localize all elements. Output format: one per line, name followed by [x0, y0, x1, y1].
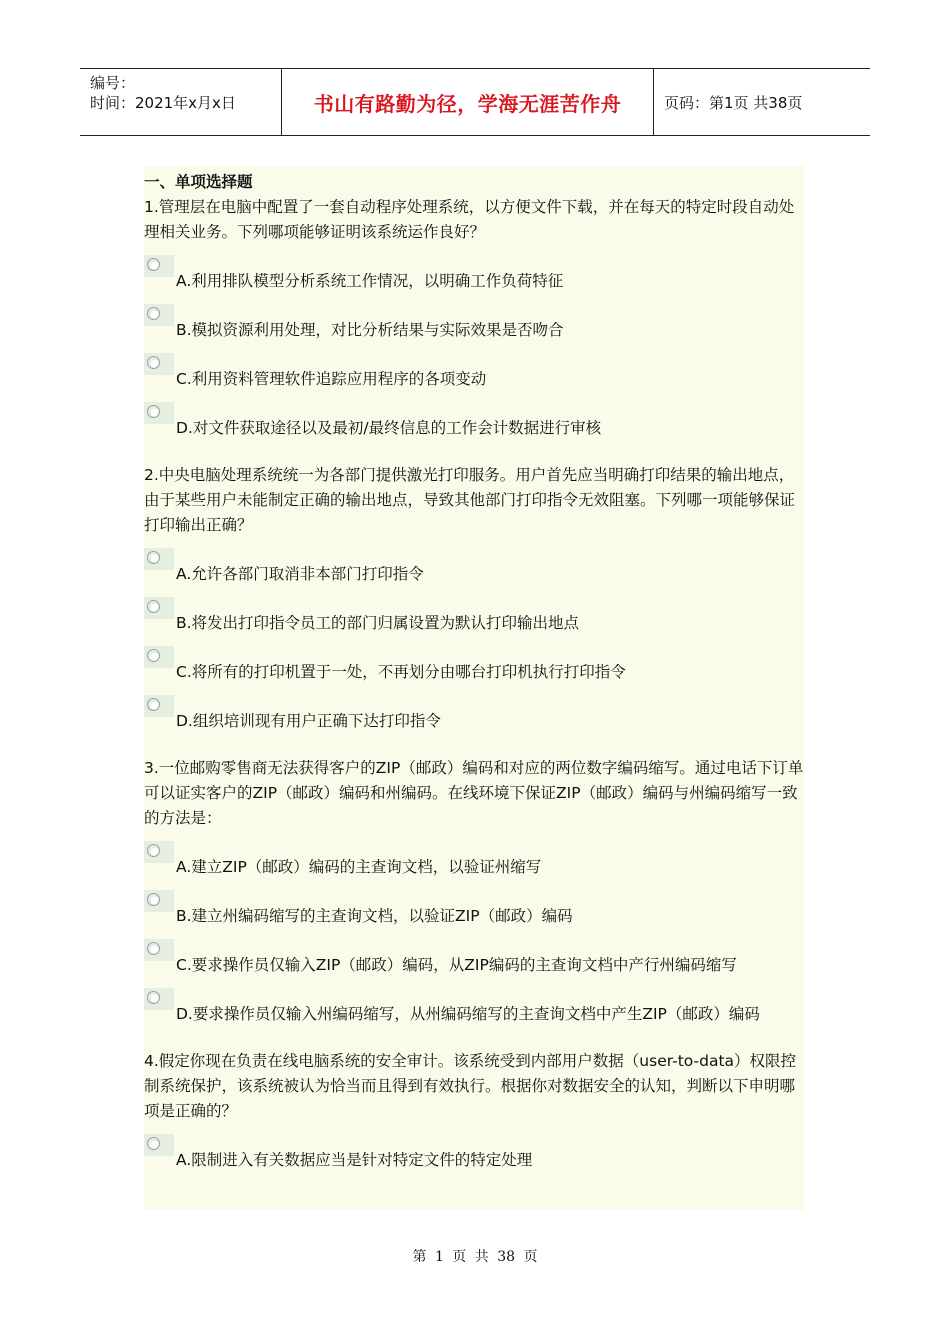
radio-icon[interactable] — [147, 1137, 160, 1150]
radio-icon[interactable] — [147, 258, 160, 271]
header-motto: 书山有路勤为径，学海无涯苦作舟 — [282, 69, 654, 135]
option-3a[interactable] — [144, 841, 804, 880]
radio-box — [144, 304, 174, 326]
option-1a[interactable] — [144, 255, 804, 294]
header-page-info: 页码：第1页 共38页 — [664, 93, 803, 112]
radio-icon[interactable] — [147, 600, 160, 613]
option-2a[interactable] — [144, 548, 804, 587]
radio-icon[interactable] — [147, 307, 160, 320]
option-1b[interactable] — [144, 304, 804, 343]
option-2b[interactable] — [144, 597, 804, 636]
option-label: B.建立州编码缩写的主查询文档，以验证ZIP（邮政）编码 — [176, 907, 573, 925]
question-text: 3.一位邮购零售商无法获得客户的ZIP（邮政）编码和对应的两位数字编码缩写。通过电话下订单可以证实客户的ZIP（邮政）编码和州编码。在线环境下保证ZIP（邮政）编码与州编码缩写一致的方法是： — [144, 759, 804, 827]
radio-box — [144, 939, 174, 961]
question-3 — [144, 756, 804, 1027]
option-1c[interactable] — [144, 353, 804, 392]
radio-icon[interactable] — [147, 991, 160, 1004]
question-text: 2.中央电脑处理系统统一为各部门提供激光打印服务。用户首先应当明确打印结果的输出地点，由于某些用户未能制定正确的输出地点，导致其他部门打印指令无效阻塞。下列哪一项能够保证打印输出正确？ — [144, 466, 796, 534]
option-2d[interactable] — [144, 695, 804, 734]
question-1 — [144, 195, 804, 441]
option-label: C.利用资料管理软件追踪应用程序的各项变动 — [176, 370, 487, 388]
radio-box — [144, 695, 174, 717]
number-label: 编号： — [90, 74, 136, 92]
option-label: A.允许各部门取消非本部门打印指令 — [176, 565, 424, 583]
option-label: D.组织培训现有用户正确下达打印指令 — [176, 712, 441, 730]
option-3b[interactable] — [144, 890, 804, 929]
radio-box — [144, 597, 174, 619]
option-label: A.建立ZIP（邮政）编码的主查询文档，以验证州缩写 — [176, 858, 542, 876]
option-3c[interactable] — [144, 939, 804, 978]
option-label: D.要求操作员仅输入州编码缩写，从州编码缩写的主查询文档中产生ZIP（邮政）编码 — [176, 1005, 760, 1023]
option-4a[interactable] — [144, 1134, 804, 1173]
option-label: C.要求操作员仅输入ZIP（邮政）编码，从ZIP编码的主查询文档中产行州编码缩写 — [176, 956, 737, 974]
radio-box — [144, 255, 174, 277]
radio-icon[interactable] — [147, 649, 160, 662]
option-label: B.将发出打印指令员工的部门归属设置为默认打印输出地点 — [176, 614, 580, 632]
option-3d[interactable] — [144, 988, 804, 1027]
question-4 — [144, 1049, 804, 1173]
radio-box — [144, 402, 174, 424]
question-2 — [144, 463, 804, 734]
radio-icon[interactable] — [147, 551, 160, 564]
time-label: 时间：2021年x月x日 — [90, 94, 236, 112]
radio-box — [144, 353, 174, 375]
radio-box — [144, 646, 174, 668]
option-1d[interactable] — [144, 402, 804, 441]
question-text: 4.假定你现在负责在线电脑系统的安全审计。该系统受到内部用户数据（user-to-data）权限控制系统保护，该系统被认为恰当而且得到有效执行。根据你对数据安全的认知，判断以下申明哪项是正确的？ — [144, 1052, 797, 1120]
radio-icon[interactable] — [147, 698, 160, 711]
option-label: D.对文件获取途径以及最初/最终信息的工作会计数据进行审核 — [176, 419, 602, 437]
header-meta — [80, 69, 282, 135]
radio-box — [144, 548, 174, 570]
option-label: C.将所有的打印机置于一处，不再划分由哪台打印机执行打印指令 — [176, 663, 626, 681]
page-footer: 第 1 页 共 38 页 — [412, 1249, 538, 1265]
question-panel — [144, 166, 804, 1210]
radio-box — [144, 988, 174, 1010]
option-label: A.利用排队模型分析系统工作情况，以明确工作负荷特征 — [176, 272, 564, 290]
radio-box — [144, 841, 174, 863]
radio-icon[interactable] — [147, 893, 160, 906]
option-label: A.限制进入有关数据应当是针对特定文件的特定处理 — [176, 1151, 533, 1169]
radio-icon[interactable] — [147, 405, 160, 418]
radio-icon[interactable] — [147, 942, 160, 955]
radio-icon[interactable] — [147, 356, 160, 369]
question-text: 1.管理层在电脑中配置了一套自动程序处理系统，以方便文件下载，并在每天的特定时段自动处理相关业务。下列哪项能够证明该系统运作良好？ — [144, 198, 795, 241]
radio-box — [144, 890, 174, 912]
page-header — [80, 68, 870, 136]
option-label: B.模拟资源利用处理，对比分析结果与实际效果是否吻合 — [176, 321, 564, 339]
option-2c[interactable] — [144, 646, 804, 685]
radio-box — [144, 1134, 174, 1156]
section-title: 一、单项选择题 — [144, 173, 253, 191]
radio-icon[interactable] — [147, 844, 160, 857]
